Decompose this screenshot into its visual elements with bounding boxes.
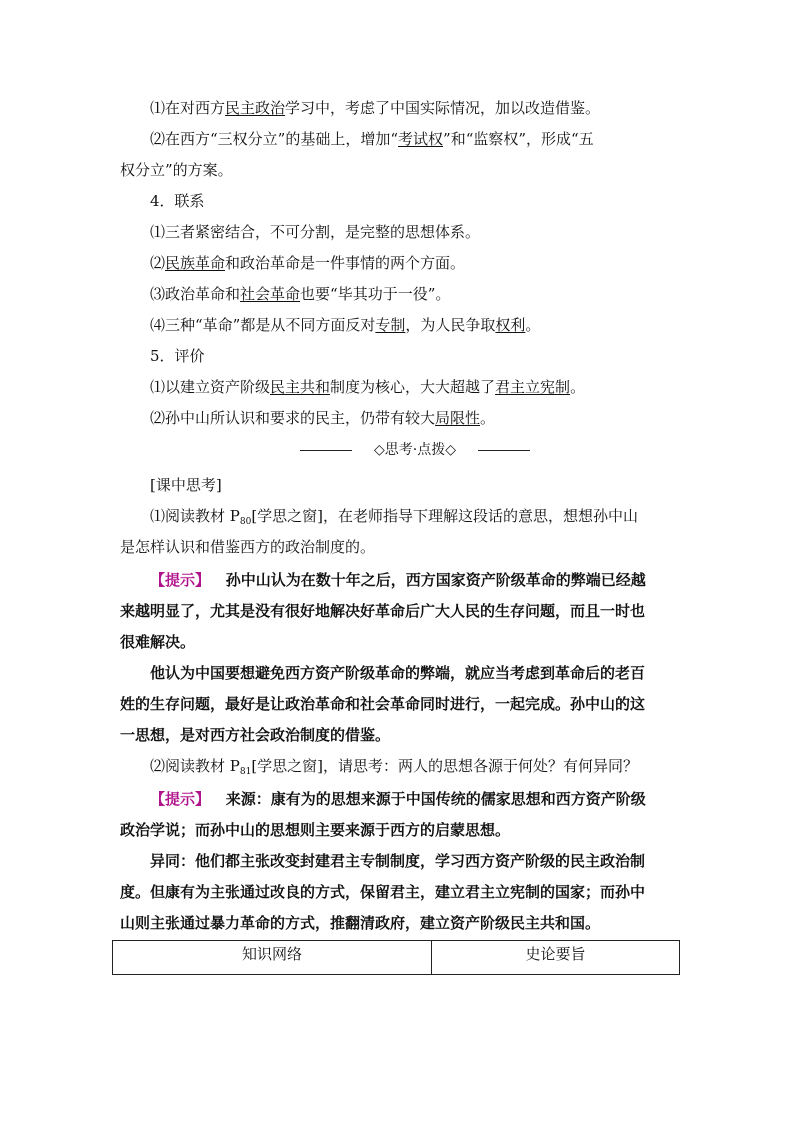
divider-label: ◇思考·点拨◇ bbox=[374, 442, 456, 458]
underlined-term: 考试权 bbox=[398, 130, 444, 148]
text: 。 bbox=[570, 378, 586, 396]
underlined-term: 权利 bbox=[495, 316, 526, 334]
think-title: [课中思考] bbox=[150, 476, 222, 494]
question-2 bbox=[150, 756, 638, 782]
answer-4-line-1: 异同：他们都主张改变封建君主专制制度，学习西方资产阶级的民主政治制 bbox=[150, 852, 646, 870]
text: 。 bbox=[525, 316, 541, 334]
sec4-point-1: ⑴三者紧密结合，不可分割，是完整的思想体系。 bbox=[150, 223, 481, 241]
text: 学习中，考虑了中国实际情况，加以改造借鉴。 bbox=[285, 99, 601, 117]
text: ⑵ bbox=[150, 254, 166, 272]
sec4-point-3 bbox=[150, 284, 450, 304]
sec3-point-2-cont: 权分立”的方案。 bbox=[120, 161, 233, 179]
section-divider bbox=[300, 440, 530, 460]
page-subscript: 80 bbox=[239, 517, 252, 527]
divider-line-right bbox=[478, 450, 530, 451]
answer-2-line-1: 他认为中国要想避免西方资产阶级革命的弊端，就应当考虑到革命后的老百 bbox=[150, 664, 646, 682]
text: ，为人民争取 bbox=[405, 316, 496, 334]
answer-1-line-3: 很难解决。 bbox=[120, 633, 196, 651]
text: 也要“毕其功于一役”。 bbox=[300, 285, 451, 303]
hint-label: 【提示】 bbox=[150, 790, 211, 808]
underlined-term: 局限性 bbox=[435, 409, 481, 427]
text: ⑴阅读教材 P bbox=[150, 507, 240, 525]
answer-1-line-1 bbox=[150, 570, 646, 590]
answer-2-line-2: 姓的生存问题，最好是让政治革命和社会革命同时进行，一起完成。孙中山的这 bbox=[120, 695, 646, 713]
underlined-term: 社会革命 bbox=[240, 285, 301, 303]
sec3-point-1 bbox=[150, 98, 600, 118]
summary-table bbox=[112, 940, 680, 975]
table-row bbox=[113, 941, 680, 975]
sec3-point-2 bbox=[150, 129, 594, 149]
text: ⑵孙中山所认识和要求的民主，仍带有较大 bbox=[150, 409, 436, 427]
question-1-cont: 是怎样认识和借鉴西方的政治制度的。 bbox=[120, 538, 376, 556]
answer-3-line-2: 政治学说；而孙中山的思想则主要来源于西方的启蒙思想。 bbox=[120, 821, 511, 839]
underlined-term: 专制 bbox=[375, 316, 406, 334]
text: ⑴在对西方 bbox=[150, 99, 226, 117]
text: ⑶政治革命和 bbox=[150, 285, 241, 303]
text: ⑷三种“革命”都是从不同方面反对 bbox=[150, 316, 376, 334]
text: ⑴以建立资产阶级 bbox=[150, 378, 271, 396]
text: ”和“监察权”，形成“五 bbox=[443, 130, 594, 148]
page-subscript: 81 bbox=[239, 767, 252, 777]
table-header-historical-essentials: 史论要旨 bbox=[432, 941, 680, 975]
sec5-point-2 bbox=[150, 408, 495, 428]
text: 制度为核心，大大超越了 bbox=[330, 378, 496, 396]
text: 孙中山认为在数十年之后，西方国家资产阶级革命的弊端已经越 bbox=[225, 571, 646, 589]
text: ⑵阅读教材 P bbox=[150, 757, 240, 775]
section-heading: 5．评价 bbox=[150, 347, 205, 365]
sec4-point-2 bbox=[150, 253, 465, 273]
text: [学思之窗]，在老师指导下理解这段话的意思，想想孙中山 bbox=[251, 507, 639, 525]
answer-3-line-1 bbox=[150, 789, 646, 809]
text: 和政治革命是一件事情的两个方面。 bbox=[225, 254, 466, 272]
answer-4-line-3: 山则主张通过暴力革命的方式，推翻清政府，建立资产阶级民主共和国。 bbox=[120, 914, 601, 932]
answer-2-line-3: 一思想，是对西方社会政治制度的借鉴。 bbox=[120, 726, 391, 744]
sec4-point-4 bbox=[150, 315, 540, 335]
underlined-term: 民族革命 bbox=[165, 254, 226, 272]
section-heading: 4．联系 bbox=[150, 192, 205, 210]
underlined-term: 民主共和 bbox=[270, 378, 331, 396]
sec5-point-1 bbox=[150, 377, 585, 397]
answer-4-line-2: 度。但康有为主张通过改良的方式，保留君主，建立君主立宪制的国家；而孙中 bbox=[120, 883, 646, 901]
table-header-knowledge-network: 知识网络 bbox=[113, 941, 432, 975]
question-1 bbox=[150, 506, 638, 532]
text: 。 bbox=[480, 409, 496, 427]
answer-1-line-2: 来越明显了，尤其是没有很好地解决好革命后广大人民的生存问题，而且一时也 bbox=[120, 602, 646, 620]
text: 来源：康有为的思想来源于中国传统的儒家思想和西方资产阶级 bbox=[225, 790, 646, 808]
hint-label: 【提示】 bbox=[150, 571, 211, 589]
text: [学思之窗]，请思考：两人的思想各源于何处？有何异同？ bbox=[251, 757, 639, 775]
text: ⑵在西方“三权分立”的基础上，增加“ bbox=[150, 130, 399, 148]
underlined-term: 民主政治 bbox=[225, 99, 286, 117]
underlined-term: 君主立宪制 bbox=[495, 378, 571, 396]
